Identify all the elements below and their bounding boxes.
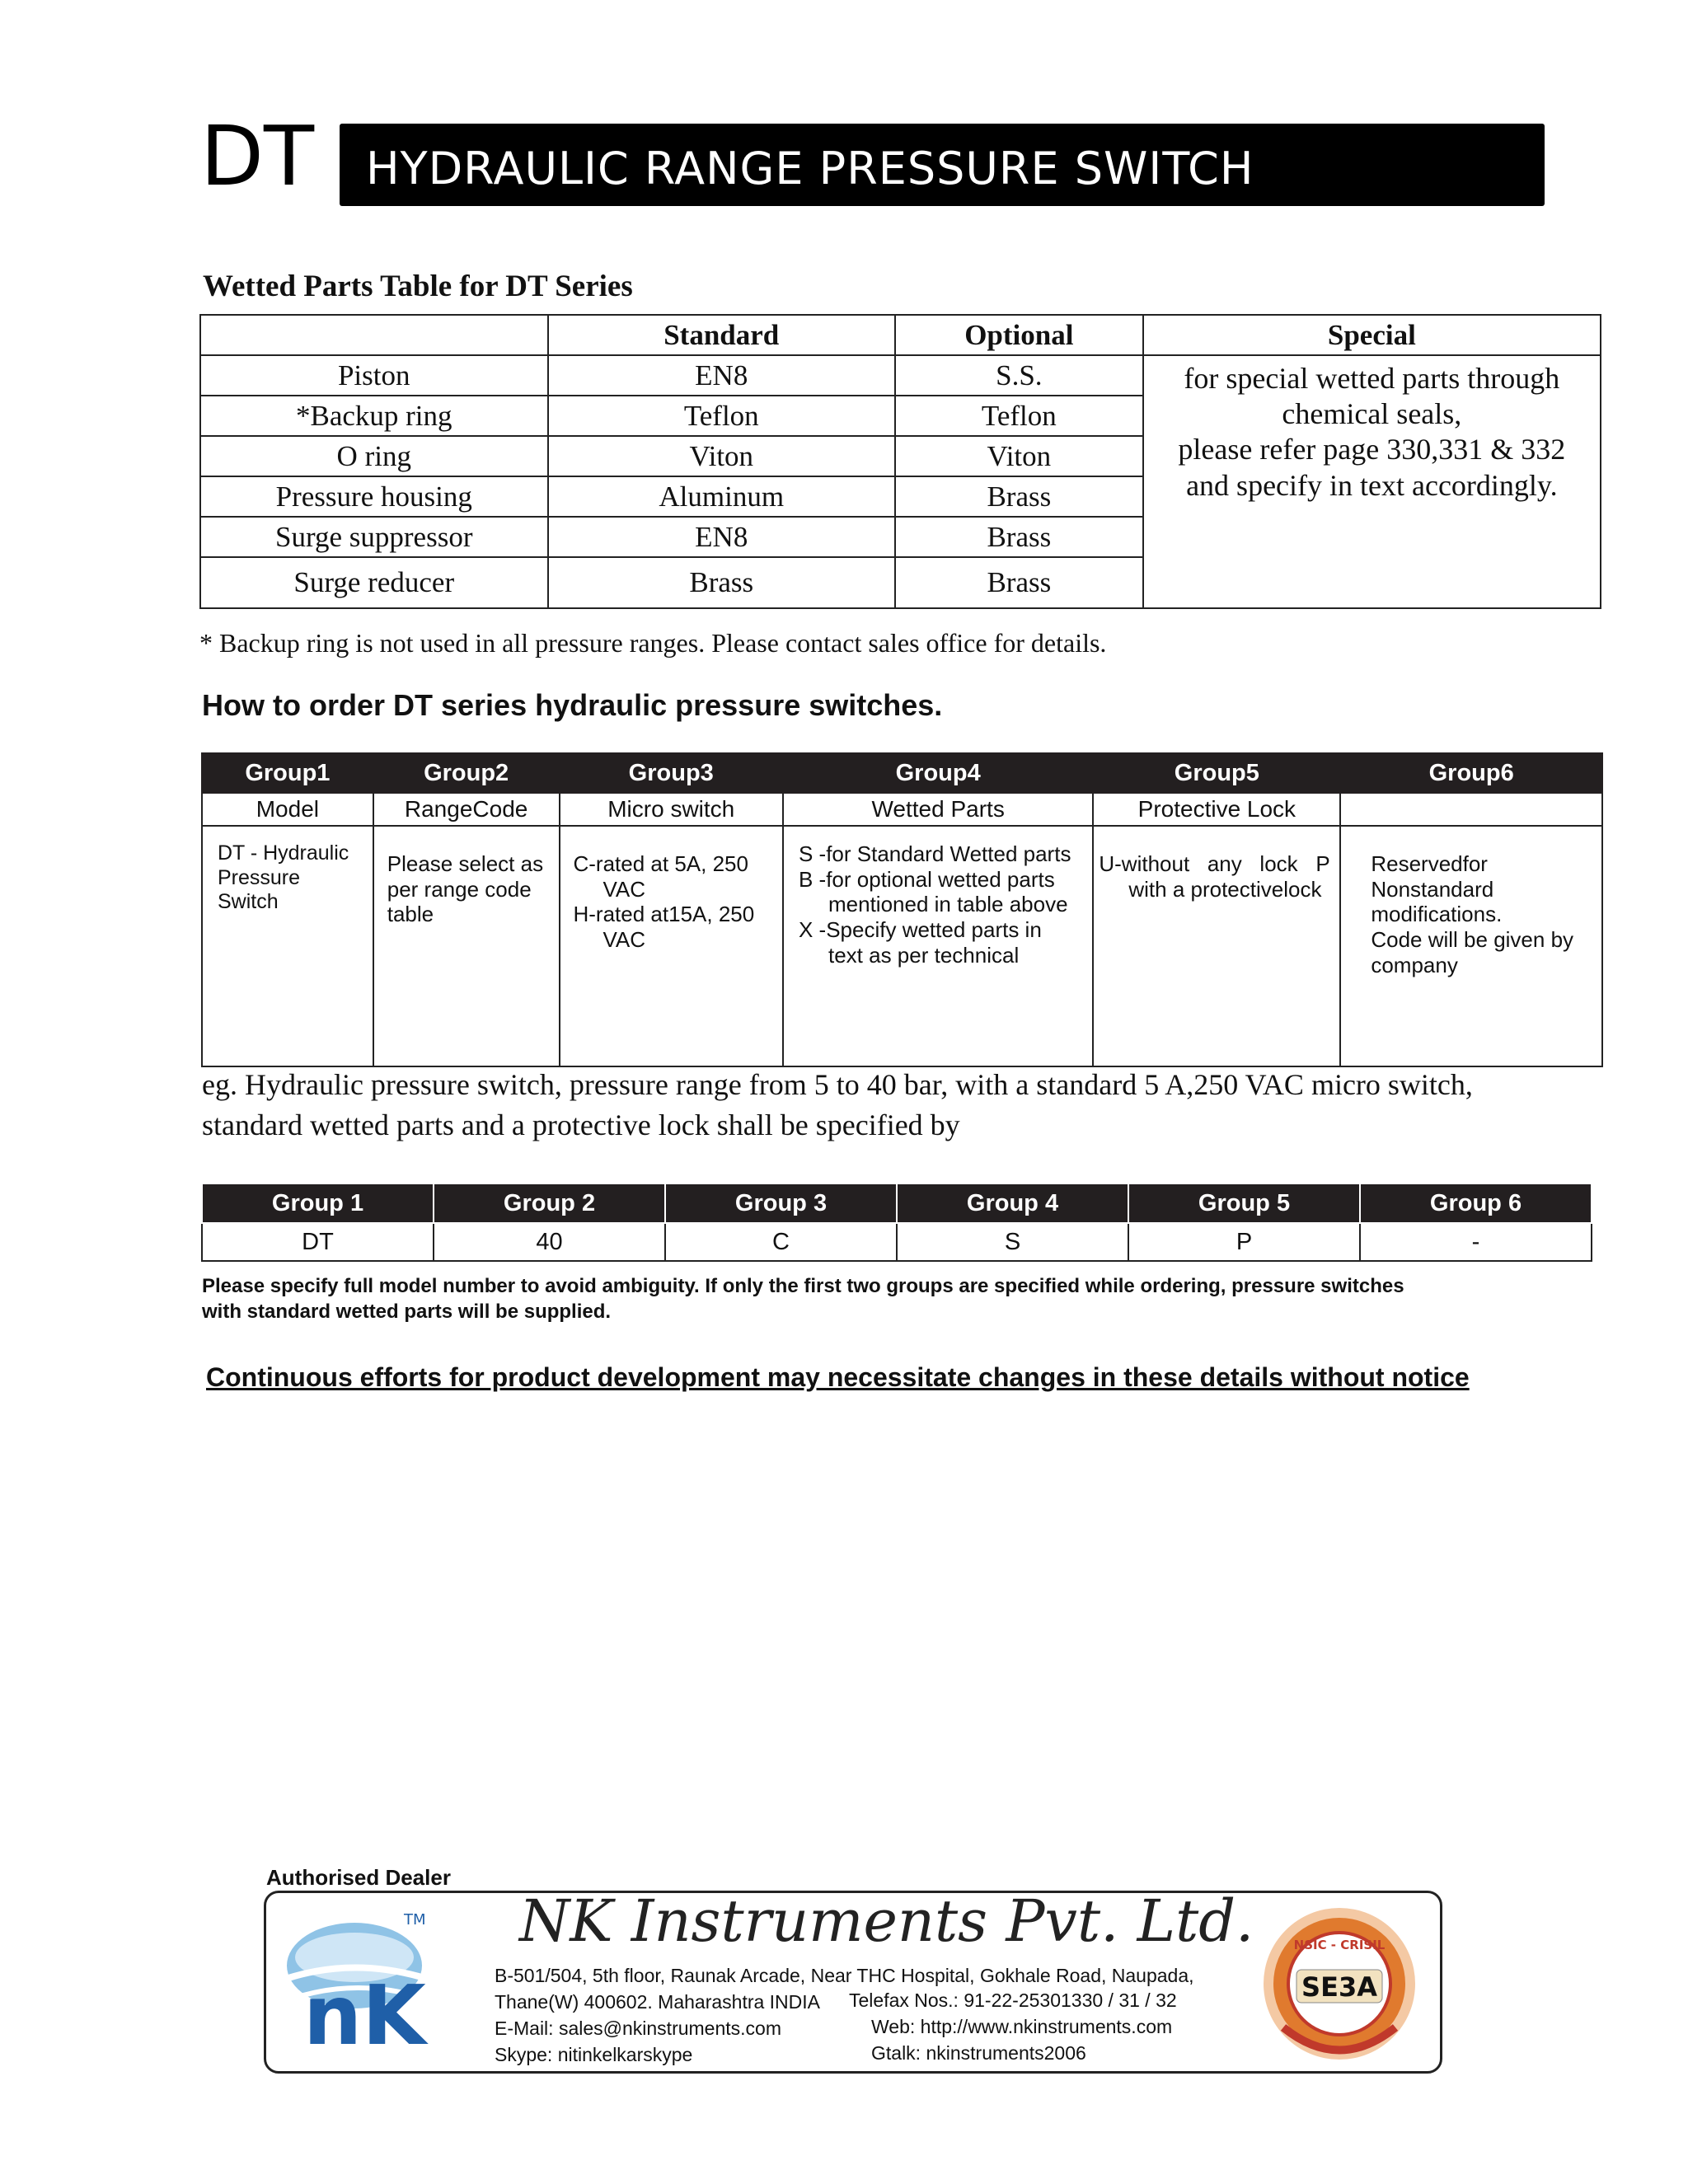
address-line: Thane(W) 400602. Maharashtra INDIA [495,1991,821,2013]
telefax: Telefax Nos.: 91-22-25301330 / 31 / 32 [849,1990,1177,2011]
group-subheader: Protective Lock [1093,793,1340,826]
standard-material: Viton [548,436,896,476]
skype: Skype: nitinkelkarskype [495,2044,693,2065]
group-header: Group 5 [1128,1183,1360,1223]
subheader-row [202,793,1602,826]
address-line: B-501/504, 5th floor, Raunak Arcade, Near THC Hospital, Gokhale Road, Naupada, [495,1965,1194,1986]
rating-badge [1257,1904,1422,2064]
example-value-row [202,1223,1592,1261]
group-header-row [202,753,1602,793]
description-row [202,826,1602,1066]
optional-material: Brass [895,476,1143,517]
wetted-parts-heading: Wetted Parts Table for DT Series [203,269,633,303]
wetted-parts-table [199,314,1601,609]
group-header: Group2 [373,753,560,793]
order-code-table [201,752,1603,1067]
example-value: P [1128,1223,1360,1261]
group-header: Group 6 [1360,1183,1592,1223]
part-name: Pressure housing [200,476,548,517]
column-header [200,315,548,355]
part-name: O ring [200,436,548,476]
group5-description: U-without any lock P with a protectivelock [1093,826,1340,1066]
group-header: Group 1 [202,1183,434,1223]
group-header: Group 2 [434,1183,665,1223]
standard-material: Teflon [548,396,896,436]
column-header: Optional [895,315,1143,355]
example-value: C [665,1223,897,1261]
badge-top-text: NSIC - CRISIL [1293,1938,1386,1952]
group-subheader: Wetted Parts [783,793,1093,826]
optional-material: Brass [895,557,1143,608]
table-row [200,355,1601,396]
group2-description: Please select as per range code table [373,826,560,1066]
part-name: *Backup ring [200,396,548,436]
group-header: Group6 [1340,753,1602,793]
example-value: - [1360,1223,1592,1261]
column-header: Standard [548,315,896,355]
optional-material: Teflon [895,396,1143,436]
group-subheader: RangeCode [373,793,560,826]
optional-material: Viton [895,436,1143,476]
group-subheader: Micro switch [560,793,783,826]
group-header: Group3 [560,753,783,793]
example-line: eg. Hydraulic pressure switch, pressure range from 5 to 40 bar, with a standard 5 A,250 VAC micro switch, [202,1068,1473,1101]
column-header: Special [1143,315,1601,355]
standard-material: EN8 [548,355,896,396]
group-header: Group5 [1093,753,1340,793]
group-header: Group 4 [897,1183,1128,1223]
example-text [202,1065,1603,1145]
group3-description: C-rated at 5A, 250 VAC H-rated at15A, 250 VAC [560,826,783,1066]
special-line: please refer page 330,331 & 332 [1178,433,1566,466]
special-line: and specify in text accordingly. [1186,468,1558,502]
example-code-table [201,1183,1592,1262]
special-note [1143,355,1601,608]
group-subheader [1340,793,1602,826]
group-header: Group4 [783,753,1093,793]
group-header: Group 3 [665,1183,897,1223]
logo-tm: TM [404,1911,426,1929]
example-value: DT [202,1223,434,1261]
change-notice: Continuous efforts for product development may necessitate changes in these details without notice [206,1362,1470,1392]
page-title: HYDRAULIC RANGE PRESSURE SWITCH [366,143,1254,194]
optional-material: Brass [895,517,1143,557]
example-value: 40 [434,1223,665,1261]
order-heading: How to order DT series hydraulic pressure switches. [202,688,943,722]
standard-material: EN8 [548,517,896,557]
group1-description: DT - Hydraulic Pressure Switch [202,826,373,1066]
group-header: Group1 [202,753,373,793]
optional-material: S.S. [895,355,1143,396]
part-name: Piston [200,355,548,396]
series-code: DT [200,108,315,204]
logo-text: nK [303,1967,426,2064]
badge-rating: SE3A [1301,1971,1377,2003]
group-subheader: Model [202,793,373,826]
example-value: S [897,1223,1128,1261]
company-name: NK Instruments Pvt. Ltd. [519,1887,1254,1955]
example-header-row [202,1183,1592,1223]
table-header-row [200,315,1601,355]
gtalk: Gtalk: nkinstruments2006 [871,2042,1086,2064]
special-line: for special wetted parts through [1184,362,1560,395]
specification-note: Please specify full model number to avoid ambiguity. If only the first two groups are specified while ordering, pressure switches with standard wetted parts will be supplied. [202,1275,1404,1324]
special-line: chemical seals, [1282,397,1462,431]
backup-ring-footnote: * Backup ring is not used in all pressure ranges. Please contact sales office for details. [199,628,1107,658]
example-line: standard wetted parts and a protective lock shall be specified by [202,1108,960,1141]
part-name: Surge suppressor [200,517,548,557]
standard-material: Brass [548,557,896,608]
nk-logo [272,1900,453,2064]
website: Web: http://www.nkinstruments.com [871,2016,1173,2037]
standard-material: Aluminum [548,476,896,517]
part-name: Surge reducer [200,557,548,608]
dealer-label: Authorised Dealer [266,1865,451,1890]
email: E-Mail: sales@nkinstruments.com [495,2018,781,2039]
group6-description: Reservedfor Nonstandard modifications. Code will be given by company [1340,826,1602,1066]
group4-description: S -for Standard Wetted parts B -for optional wetted parts mentioned in table above X -Specify wetted parts in text as per technical [783,826,1093,1066]
